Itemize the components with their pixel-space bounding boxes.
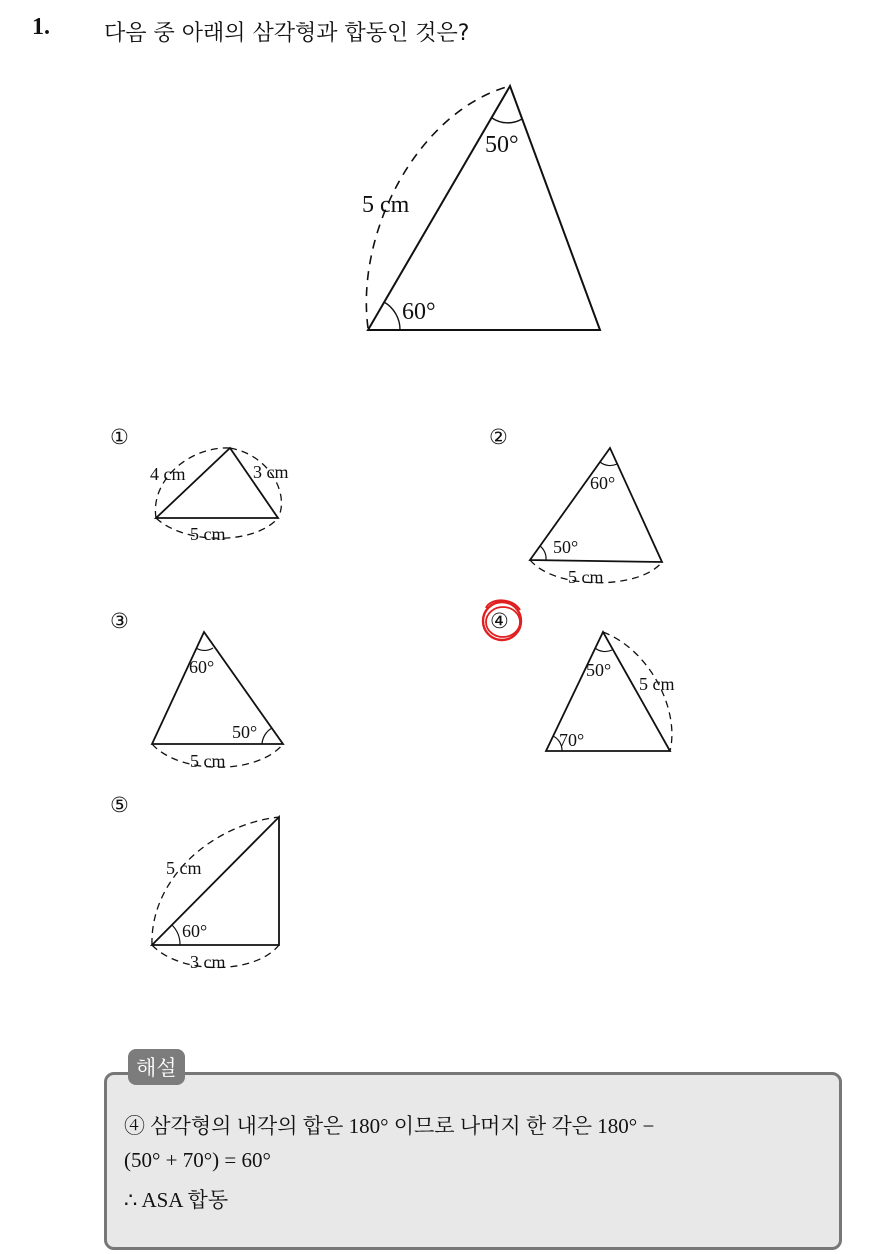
- option-4-label-a: 50°: [586, 660, 612, 680]
- option-3-marker[interactable]: ③: [110, 609, 129, 633]
- option-5-label-b: 60°: [182, 921, 208, 941]
- option-4-marker[interactable]: ④: [490, 609, 509, 633]
- option-1-marker[interactable]: ①: [110, 425, 129, 449]
- option-3-label-b: 50°: [232, 722, 258, 742]
- option-3-label-a: 60°: [189, 657, 215, 677]
- option-1-label-a: 4 cm: [150, 464, 186, 484]
- main-angle-top: 50°: [485, 132, 519, 158]
- solution-tag: 해설: [128, 1049, 185, 1085]
- option-5-figure: [152, 817, 279, 968]
- option-4-label-b: 5 cm: [639, 674, 675, 694]
- question-number: 1.: [32, 14, 50, 40]
- option-1-label-c: 5 cm: [190, 524, 226, 544]
- option-3-label-c: 5 cm: [190, 751, 226, 771]
- option-4-label-c: 70°: [559, 730, 585, 750]
- solution-line-2: (50° + 70°) = 60°: [124, 1148, 271, 1172]
- option-2-label-b: 50°: [553, 537, 579, 557]
- option-2-figure: [530, 448, 662, 583]
- option-2-marker[interactable]: ②: [489, 425, 508, 449]
- option-3-figure: [152, 632, 283, 767]
- option-1-label-b: 3 cm: [253, 462, 289, 482]
- solution-line-1: ④ 삼각형의 내각의 합은 180° 이므로 나머지 한 각은 180° −: [124, 1114, 655, 1138]
- option-5-label-a: 5 cm: [166, 858, 202, 878]
- option-5-label-c: 3 cm: [190, 952, 226, 972]
- main-angle-bottom: 60°: [402, 299, 436, 325]
- option-2-label-a: 60°: [590, 473, 616, 493]
- main-side-label: 5 cm: [362, 192, 410, 218]
- question-text: 다음 중 아래의 삼각형과 합동인 것은?: [104, 21, 470, 46]
- solution-line-3: ∴ ASA 합동: [124, 1188, 229, 1212]
- option-2-label-c: 5 cm: [568, 567, 604, 587]
- option-5-marker[interactable]: ⑤: [110, 793, 129, 817]
